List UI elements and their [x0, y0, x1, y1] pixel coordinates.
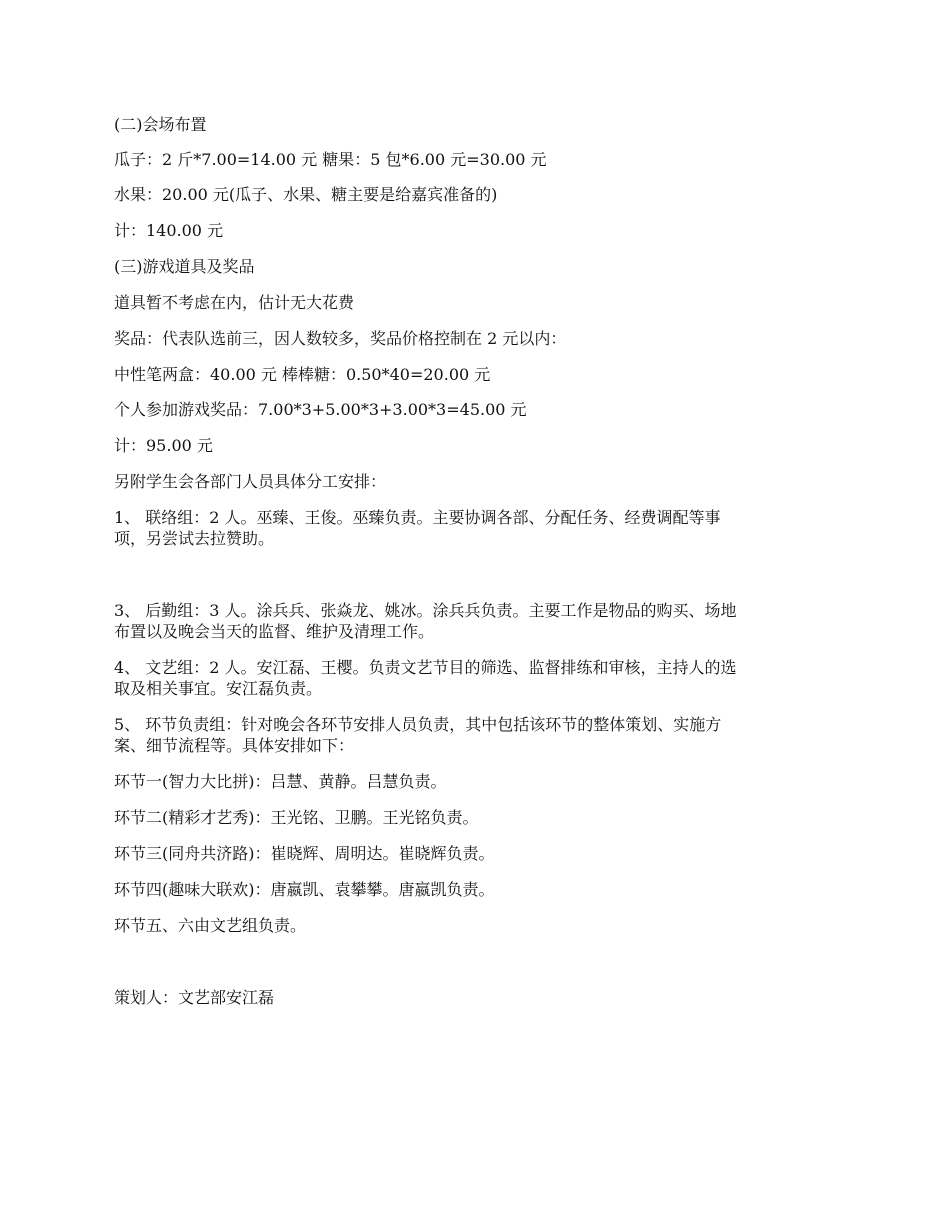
planner-signature: 策划人：文艺部安江磊 — [114, 988, 275, 1007]
staff-item-logistics-line2: 布置以及晚会当天的监督、维护及清理工作。 — [114, 622, 435, 641]
staff-item-segments-line2: 案、细节流程等。具体安排如下： — [114, 736, 355, 755]
text-line-prizes: 奖品：代表队选前三，因人数较多，奖品价格控制在 2 元以内： — [114, 329, 567, 348]
section-heading-games-prizes: (三)游戏道具及奖品 — [114, 257, 255, 276]
text-line-pens-lollipops: 中性笔两盒：40.00 元 棒棒糖：0.50*40=20.00 元 — [114, 365, 491, 384]
text-line-seeds-candy: 瓜子：2 斤*7.00=14.00 元 糖果：5 包*6.00 元=30.00 元 — [114, 150, 547, 169]
segment-five-six: 环节五、六由文艺组负责。 — [114, 916, 307, 935]
staff-item-arts-line1: 4、 文艺组：2 人。安江磊、王樱。负责文艺节目的筛选、监督排练和审核，主持人的选 — [114, 658, 737, 677]
section-heading-venue: (二)会场布置 — [114, 115, 207, 134]
staff-item-segments-line1: 5、 环节负责组：针对晚会各环节安排人员负责，其中包括该环节的整体策划、实施方 — [114, 715, 722, 734]
segment-one: 环节一(智力大比拼)：吕慧、黄静。吕慧负责。 — [114, 772, 447, 791]
staff-item-arts-line2: 取及相关事宜。安江磊负责。 — [114, 679, 323, 698]
segment-three: 环节三(同舟共济路)：崔晓辉、周明达。崔晓辉负责。 — [114, 844, 495, 863]
text-line-staff-intro: 另附学生会各部门人员具体分工安排： — [114, 472, 387, 491]
text-line-fruit: 水果：20.00 元(瓜子、水果、糖主要是给嘉宾准备的) — [114, 185, 498, 204]
text-line-personal-prizes: 个人参加游戏奖品：7.00*3+5.00*3+3.00*3=45.00 元 — [114, 400, 527, 419]
staff-item-liaison-line1: 1、 联络组：2 人。巫臻、王俊。巫臻负责。主要协调各部、分配任务、经费调配等事 — [114, 508, 721, 527]
segment-two: 环节二(精彩才艺秀)：王光铭、卫鹏。王光铭负责。 — [114, 808, 479, 827]
segment-four: 环节四(趣味大联欢)：唐嬴凯、袁攀攀。唐嬴凯负责。 — [114, 880, 495, 899]
staff-item-liaison-line2: 项，另尝试去拉赞助。 — [114, 529, 275, 548]
text-line-games-total: 计：95.00 元 — [114, 436, 213, 455]
text-line-venue-total: 计：140.00 元 — [114, 221, 224, 240]
text-line-props: 道具暂不考虑在内，估计无大花费 — [114, 293, 355, 312]
staff-item-logistics-line1: 3、 后勤组：3 人。涂兵兵、张焱龙、姚冰。涂兵兵负责。主要工作是物品的购买、场地 — [114, 601, 737, 620]
